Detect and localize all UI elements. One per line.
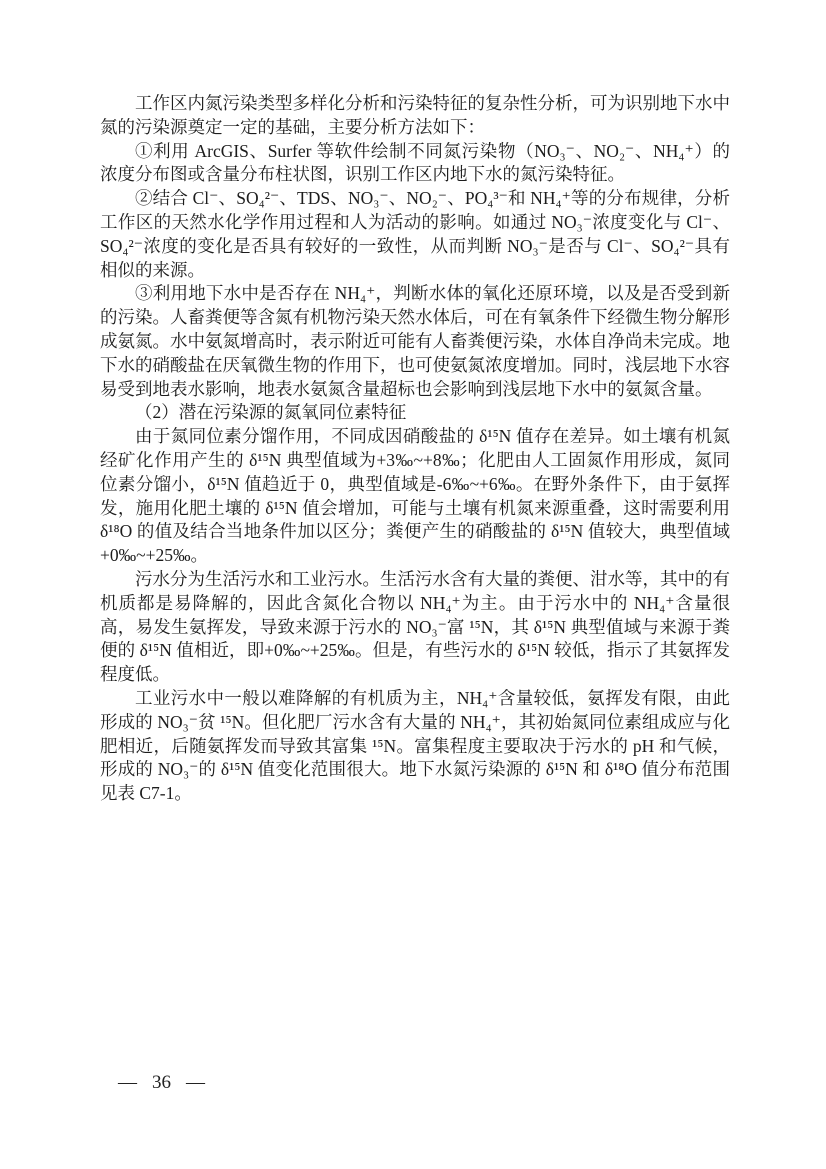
footer-left-dash: — — [118, 1072, 137, 1093]
page-number: 36 — [152, 1072, 171, 1093]
paragraph-isotope-fractionation: 由于氮同位素分馏作用，不同成因硝酸盐的 δ¹⁵N 值存在差异。如土壤有机氮经矿化作用产生的 δ¹⁵N 典型值域为+3‰~+8‰；化肥由人工固氮作用形成，氮同位素分馏小，δ¹⁵N 值趋近于 0，典型值域是-6‰~+6‰。在野外条件下，由于氨挥发，施用化肥土壤的 δ¹⁵N 值会增加，可能与土壤有机氮来源重叠，这时需要利用 δ¹⁸O 的值及结合当地条件加以区分；粪便产生的硝酸盐的 δ¹⁵N 值较大，典型值域+0‰~+25‰。 — [100, 426, 730, 566]
footer-right-dash: — — [186, 1072, 205, 1093]
section-heading-isotope: （2）潜在污染源的氮氧同位素特征 — [135, 402, 407, 423]
paragraph-domestic-sewage: 污水分为生活污水和工业污水。生活污水含有大量的粪便、泔水等，其中的有机质都是易降解的，因此含氮化合物以 NH₄⁺为主。由于污水中的 NH₄⁺含量很高，易发生氨挥发，导致来源于污水的 NO₃⁻富 ¹⁵N，其 δ¹⁵N 典型值域与来源于粪便的 δ¹⁵N 值相近，即+0‰~+25‰。但是，有些污水的 δ¹⁵N 较低，指示了其氨挥发程度低。 — [100, 568, 730, 685]
paragraph-intro: 工作区内氮污染类型多样化分析和污染特征的复杂性分析，可为识别地下水中氮的污染源奠定一定的基础，主要分析方法如下： — [100, 93, 730, 137]
text-block — [100, 92, 730, 806]
paragraph-method-3: ③利用地下水中是否存在 NH₄⁺，判断水体的氧化还原环境，以及是否受到新的污染。人畜粪便等含氮有机物污染天然水体后，可在有氧条件下经微生物分解形成氨氮。水中氨氮增高时，表示附近可能有人畜粪便污染，水体自净尚未完成。地下水的硝酸盐在厌氧微生物的作用下，也可使氨氮浓度增加。同时，浅层地下水容易受到地表水影响，地表水氨氮含量超标也会影响到浅层地下水中的氨氮含量。 — [100, 283, 730, 399]
paragraph-method-1: ①利用 ArcGIS、Surfer 等软件绘制不同氮污染物（NO₃⁻、NO₂⁻、NH₄⁺）的浓度分布图或含量分布柱状图，识别工作区内地下水的氮污染特征。 — [100, 140, 730, 185]
paragraph-industrial-sewage: 工业污水中一般以难降解的有机质为主，NH₄⁺含量较低，氨挥发有限，由此形成的 NO₃⁻贫 ¹⁵N。但化肥厂污水含有大量的 NH₄⁺，其初始氮同位素组成应与化肥相近，后随氨挥发而导致其富集 ¹⁵N。富集程度主要取决于污水的 pH 和气候，形成的 NO₃⁻的 δ¹⁵N 值变化范围很大。地下水氮污染源的 δ¹⁵N 和 δ¹⁸O 值分布范围见表 C7-1。 — [100, 687, 730, 804]
page-footer — [118, 1072, 205, 1094]
paragraph-method-2: ②结合 Cl⁻、SO₄²⁻、TDS、NO₃⁻、NO₂⁻、PO₄³⁻和 NH₄⁺等的分布规律，分析工作区的天然水化学作用过程和人为活动的影响。如通过 NO₃⁻浓度变化与 Cl⁻、SO₄²⁻浓度的变化是否具有较好的一致性，从而判断 NO₃⁻是否与 Cl⁻、SO₄²⁻具有相似的来源。 — [100, 188, 730, 280]
